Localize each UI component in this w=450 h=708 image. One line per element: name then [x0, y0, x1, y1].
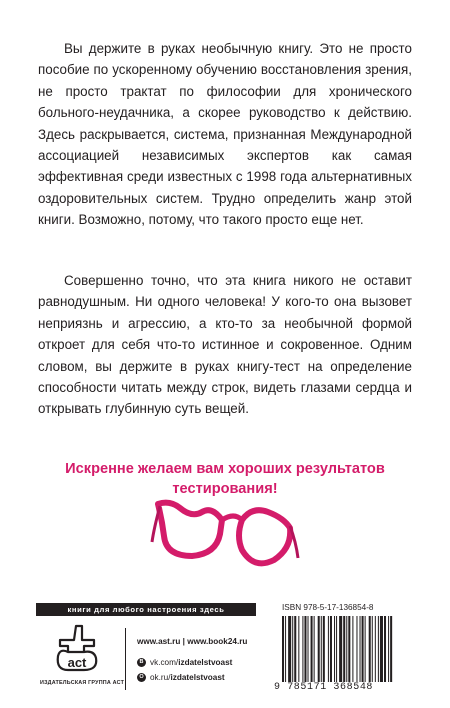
barcode [280, 616, 430, 682]
ok-handle: izdatelstvoast [170, 673, 225, 682]
vk-handle: izdatelstvoast [178, 658, 233, 667]
footer-divider [125, 628, 126, 690]
barcode-number: 9 785171 368548 [274, 682, 374, 693]
ok-icon: O [137, 673, 146, 682]
ok-prefix: ok.ru/ [150, 673, 171, 682]
ok-link[interactable] [137, 673, 225, 682]
vk-icon: B [137, 658, 146, 667]
website-links[interactable]: www.ast.ru | www.book24.ru [137, 637, 248, 646]
slogan [20, 459, 430, 499]
glasses-illustration [150, 498, 300, 578]
tagline-bar: книги для любого настроения здесь [36, 603, 256, 616]
logo-text: act [67, 655, 87, 670]
ast-logo-icon [54, 624, 100, 674]
vk-prefix: vk.com/ [150, 658, 179, 667]
publisher-logo [40, 624, 125, 696]
isbn-label: ISBN 978-5-17-136854-8 [282, 603, 374, 612]
publisher-name: ИЗДАТЕЛЬСКАЯ ГРУППА АСТ [40, 680, 125, 686]
slogan-line-2: тестирования! [172, 481, 278, 497]
description-paragraph-1: Вы держите в руках необычную книгу. Это не просто пособие по ускоренному обучению восстановления зрения, не просто трактат по философии для хронического больного-неудачника, а скорее руководство к действию. Здесь раскрывается, система, признанная Международной ассоциацией независимых экспертов как самая эффективная среди известных с 1998 года альтернативных оздоровительных систем. Трудно определить жанр этой книги. Возможно, потому, что такого просто еще нет. [38, 41, 412, 228]
slogan-line-1: Искренне желаем вам хороших результатов [65, 461, 385, 477]
vk-link[interactable] [137, 658, 232, 667]
description-paragraph-2: Совершенно точно, что эта книга никого не оставит равнодушным. Ни одного человека! У кого-то она вызовет неприязнь и агрессию, а кто-то за необычной формой откроет для себя что-то истинное и сокровенное. Одним словом, вы держите в руках книгу-тест на определение способности читать между строк, видеть глазами сердца и открывать глубинную суть вещей. [38, 273, 412, 417]
